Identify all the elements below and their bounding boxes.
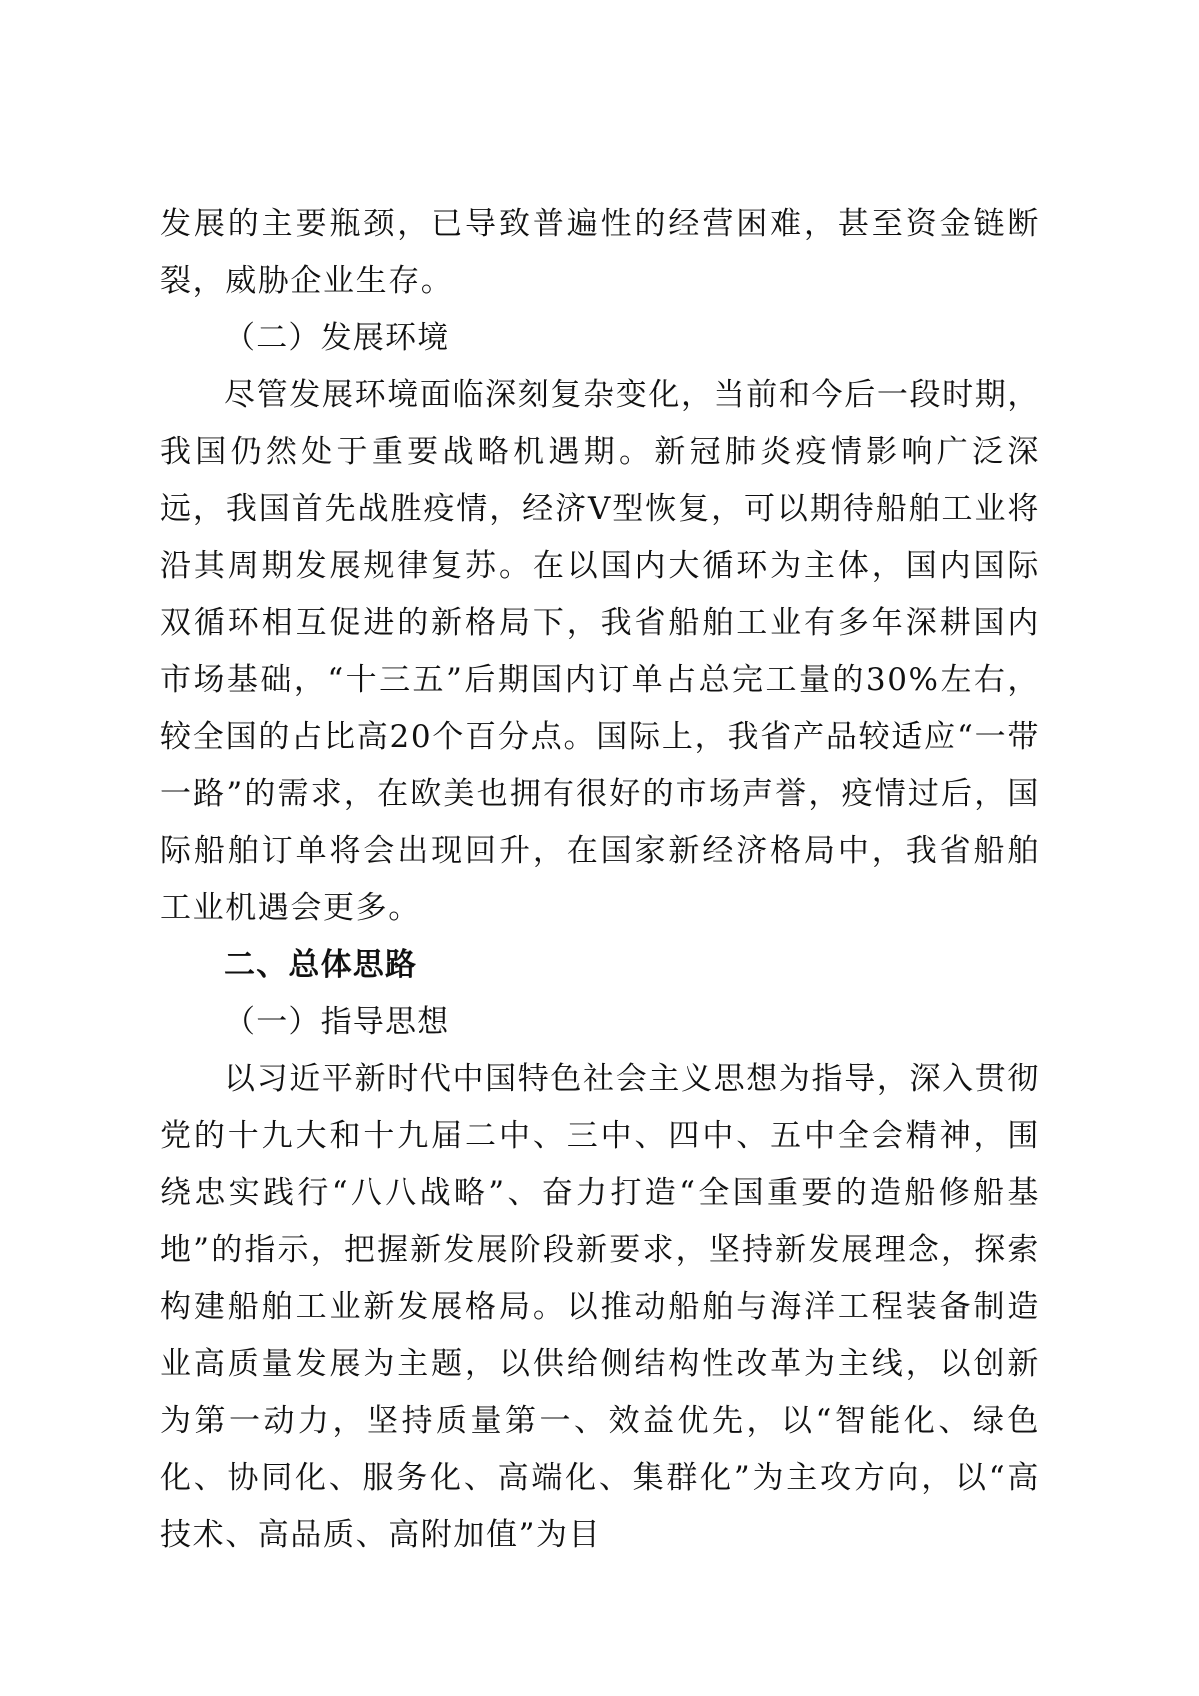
subheading-development-environment: （二）发展环境 xyxy=(224,320,450,356)
heading-overall-approach: 二、总体思路 xyxy=(224,947,418,983)
paragraph-continued: 发展的主要瓶颈，已导致普遍性的经营困难，甚至资金链断裂，威胁企业生存。 xyxy=(160,206,1040,299)
paragraph-guiding-ideology: 以习近平新时代中国特色社会主义思想为指导，深入贯彻党的十九大和十九届二中、三中、四中、五中全会精神，围绕忠实践行“八八战略”、奋力打造“全国重要的造船修船基地”的指示，把握新发展阶段新要求，坚持新发展理念，探索构建船舶工业新发展格局。以推动船舶与海洋工程装备制造业高质量发展为主题，以供给侧结构性改革为主线，以创新为第一动力，坚持质量第一、效益优先，以“智能化、绿色化、协同化、服务化、高端化、集群化”为主攻方向，以“高技术、高品质、高附加值”为目 xyxy=(160,1061,1040,1553)
document-body xyxy=(160,196,1040,1564)
subheading-guiding-ideology: （一）指导思想 xyxy=(224,1004,450,1040)
paragraph-development-environment: 尽管发展环境面临深刻复杂变化，当前和今后一段时期，我国仍然处于重要战略机遇期。新冠肺炎疫情影响广泛深远，我国首先战胜疫情，经济V型恢复，可以期待船舶工业将沿其周期发展规律复苏。在以国内大循环为主体，国内国际双循环相互促进的新格局下，我省船舶工业有多年深耕国内市场基础，“十三五”后期国内订单占总完工量的30%左右，较全国的占比高20个百分点。国际上，我省产品较适应“一带一路”的需求，在欧美也拥有很好的市场声誉，疫情过后，国际船舶订单将会出现回升，在国家新经济格局中，我省船舶工业机遇会更多。 xyxy=(160,377,1040,926)
